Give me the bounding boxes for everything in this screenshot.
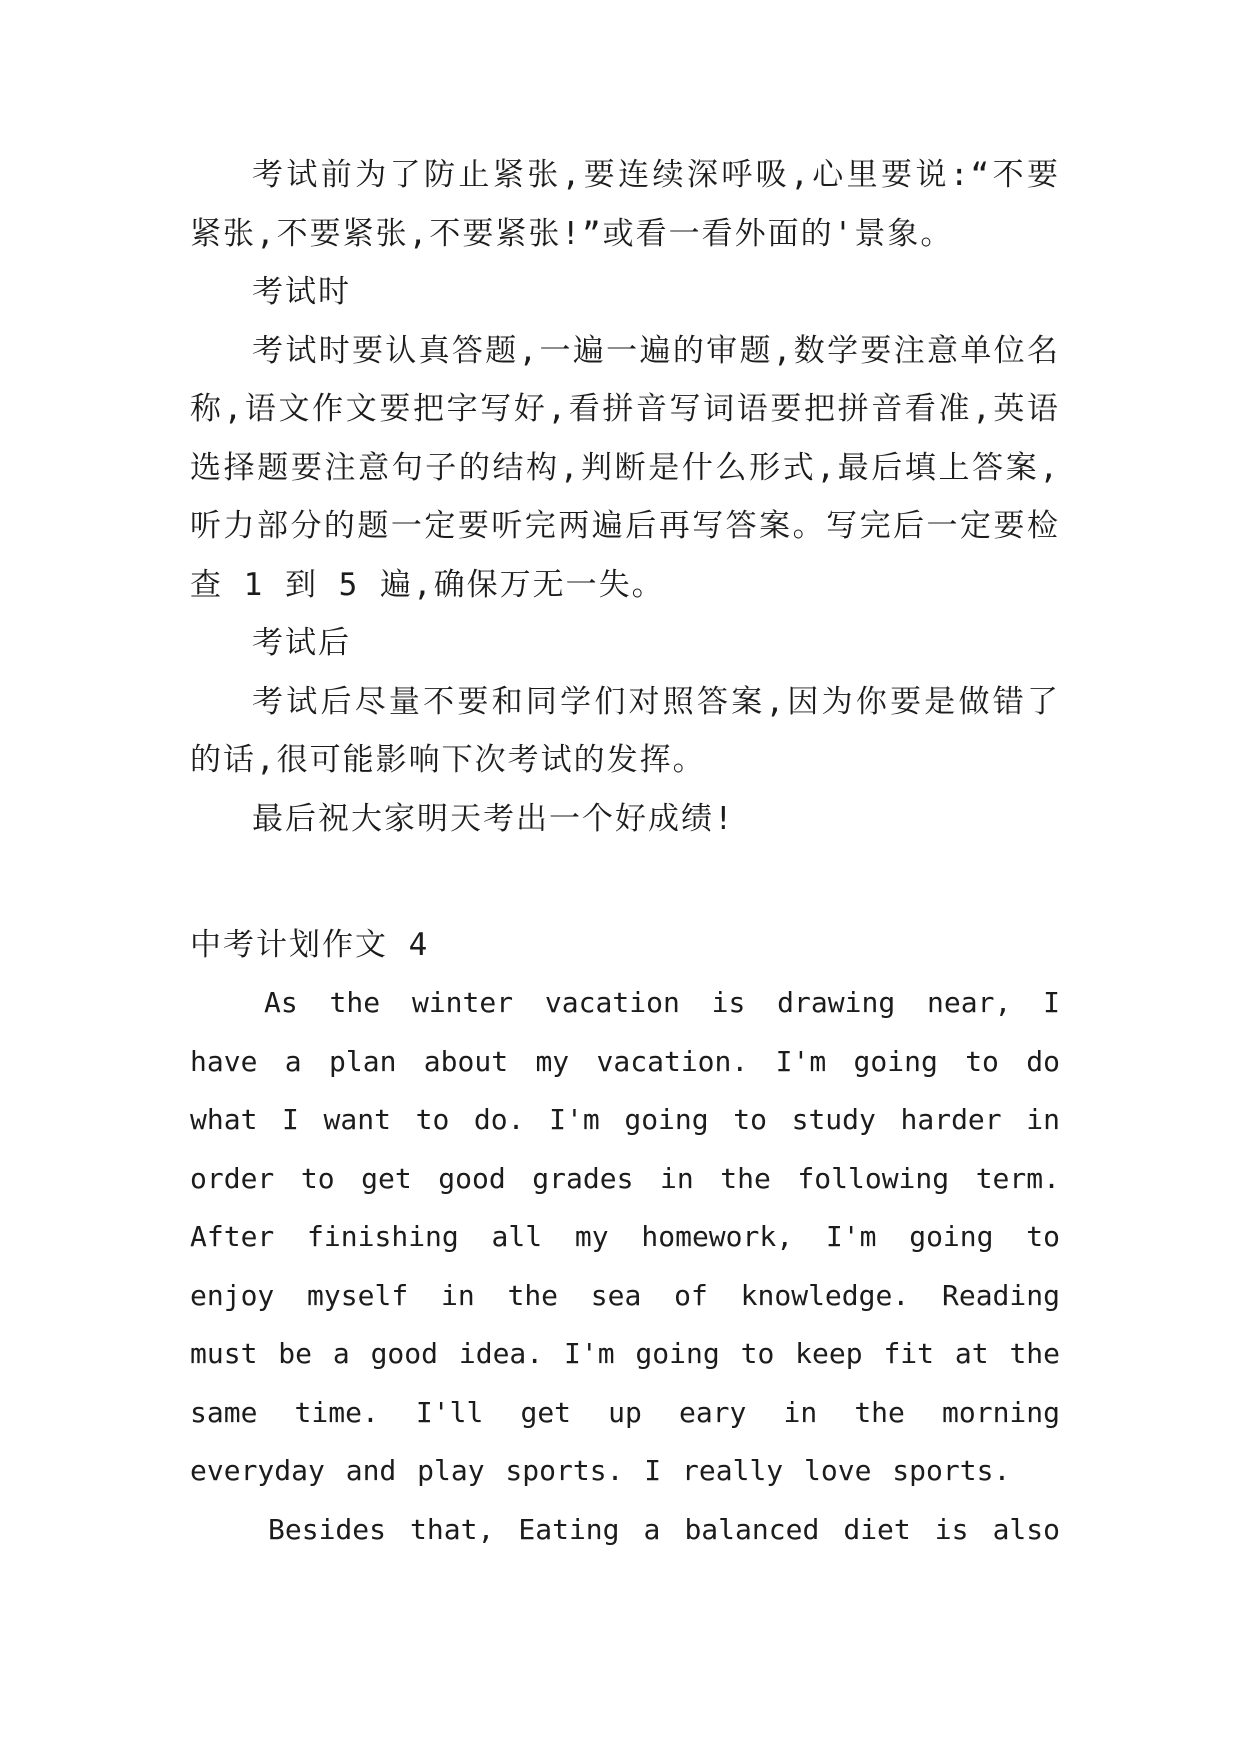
paragraph-during-exam: 考试时要认真答题,一遍一遍的审题,数学要注意单位名称,语文作文要把字写好,看拼音写词语要把拼音看准,英语选择题要注意句子的结构,判断是什么形式,最后填上答案,听力部分的题一定要听完两遍后再写答案。写完后一定要检查 1 到 5 遍,确保万无一失。: [190, 332, 1060, 603]
paragraph-closing-wish: 最后祝大家明天考出一个好成绩!: [252, 800, 735, 837]
english-text-block: [190, 974, 1060, 1559]
chinese-text-block: [190, 146, 1060, 848]
section-title: 中考计划作文 4: [190, 927, 430, 963]
english-paragraph: Besides that, Eating a balanced diet is also: [268, 1512, 1060, 1546]
paragraph-before-exam: 考试前为了防止紧张,要连续深呼吸,心里要说:“不要紧张,不要紧张,不要紧张!”或看一看外面的'景象。: [190, 157, 1060, 252]
paragraph-after-exam: 考试后尽量不要和同学们对照答案,因为你要是做错了的话,很可能影响下次考试的发挥。: [190, 683, 1060, 778]
heading-after-exam: 考试后: [252, 625, 351, 661]
english-paragraph: As the winter vacation is drawing near, I have a plan about my vacation. I'm going to do what I want to do. I'm going to study harder in order to get good grades in the following term. After finishing all my homework, I'm going to enjoy myself in the sea of knowledge. Reading must be a good idea. I'm going to keep fit at the same time. I'll get up eary in the morning everyday and play sports. I really love sports.: [190, 986, 1061, 1487]
heading-during-exam: 考试时: [252, 274, 351, 310]
